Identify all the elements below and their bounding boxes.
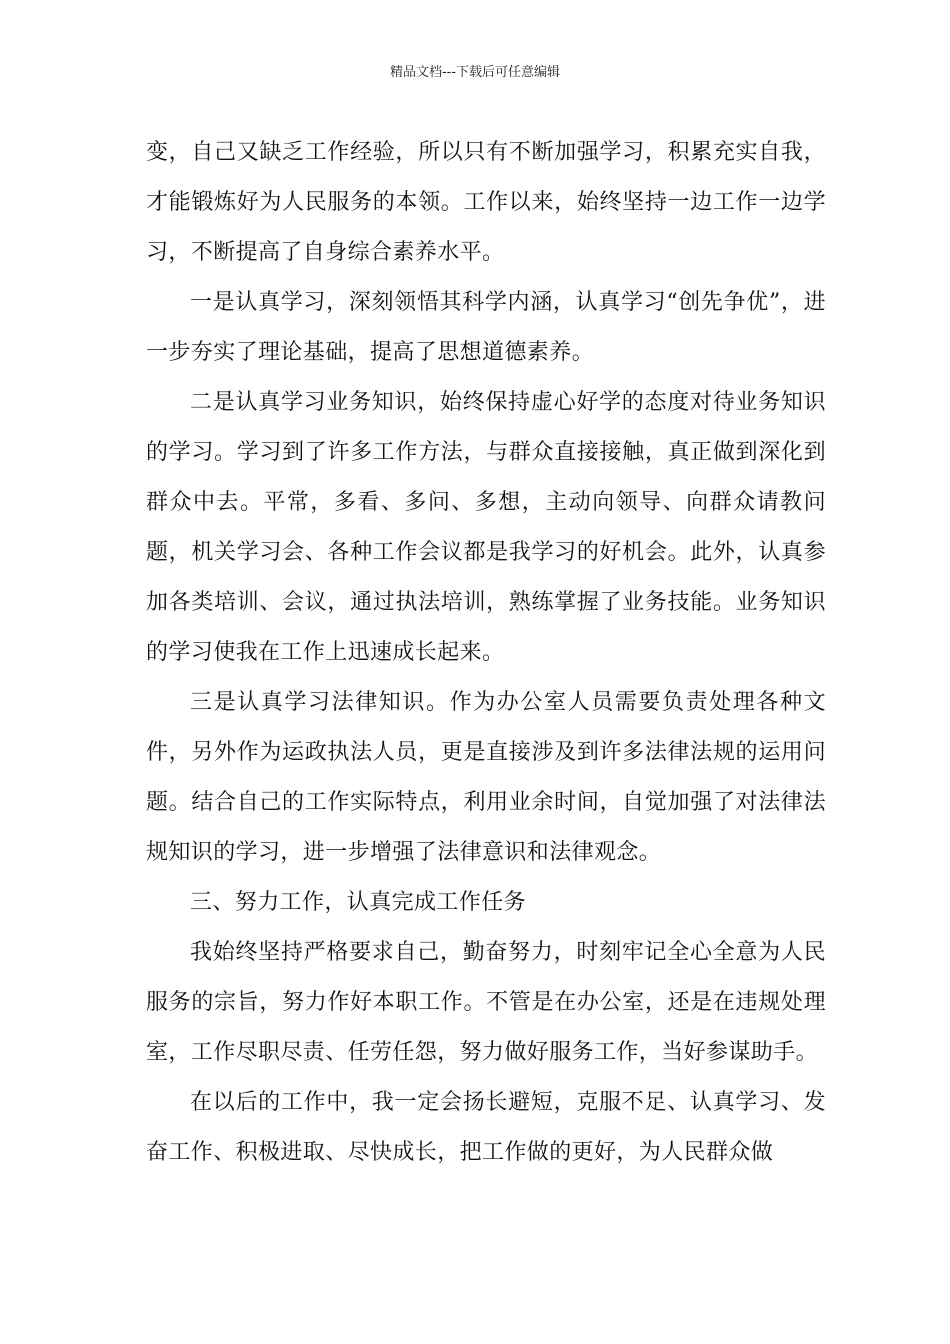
- paragraph-1: 变，自己又缺乏工作经验，所以只有不断加强学习，积累充实自我，才能锻炼好为人民服务的本领。工作以来，始终坚持一边工作一边学习，不断提高了自身综合素养水平。: [146, 140, 826, 265]
- paragraph-3: 二是认真学习业务知识，始终保持虚心好学的态度对待业务知识的学习。学习到了许多工作方法，与群众直接接触，真正做到深化到群众中去。平常，多看、多问、多想，主动向领导、向群众请教问题，机关学习会、各种工作会议都是我学习的好机会。此外，认真参加各类培训、会议，通过执法培训，熟练掌握了业务技能。业务知识的学习使我在工作上迅速成长起来。: [146, 390, 826, 665]
- document-body: [146, 128, 826, 1178]
- paragraph-4: 三是认真学习法律知识。作为办公室人员需要负责处理各种文件，另外作为运政执法人员，更是直接涉及到许多法律法规的运用问题。结合自己的工作实际特点，利用业余时间，自觉加强了对法律法规知识的学习，进一步增强了法律意识和法律观念。: [146, 690, 826, 865]
- paragraph-2: 一是认真学习，深刻领悟其科学内涵，认真学习“创先争优”，进一步夯实了理论基础，提高了思想道德素养。: [146, 290, 826, 365]
- paragraph-5: 我始终坚持严格要求自己，勤奋努力，时刻牢记全心全意为人民服务的宗旨，努力作好本职工作。不管是在办公室，还是在违规处理室，工作尽职尽责、任劳任怨，努力做好服务工作，当好参谋助手。: [146, 940, 826, 1065]
- page-header: 精品文档---下载后可任意编辑: [389, 65, 561, 80]
- section-heading: 三、努力工作，认真完成工作任务: [190, 890, 527, 915]
- paragraph-6: 在以后的工作中，我一定会扬长避短，克服不足、认真学习、发奋工作、积极进取、尽快成长，把工作做的更好，为人民群众做: [146, 1090, 826, 1165]
